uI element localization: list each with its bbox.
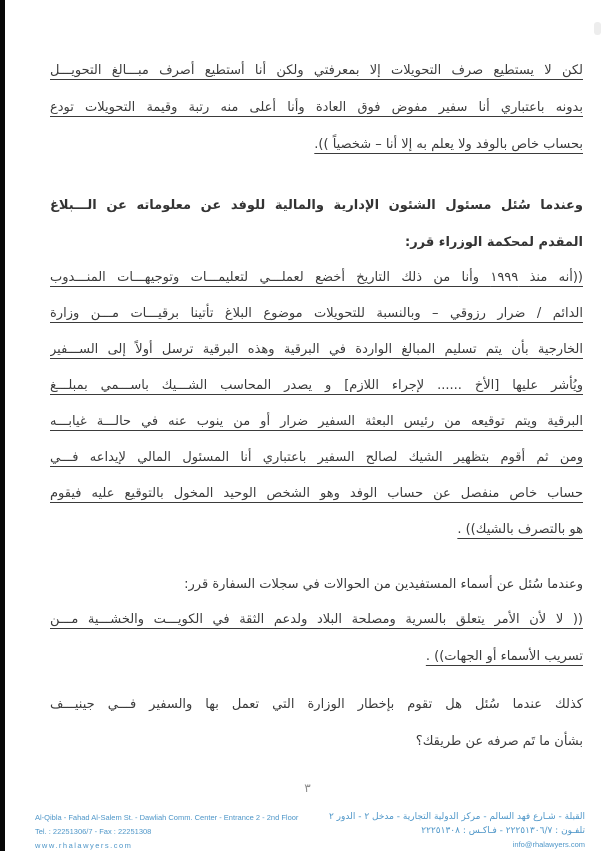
footer-address-en: Al-Qibla - Fahad Al-Salem St. - Dawliah Comm. Center - Entrance 2 - 2nd Floor xyxy=(35,813,299,822)
scan-edge-artifact xyxy=(0,0,5,851)
footer-address-ar: القبلة - شـارع فهد السالم - مركز الدولية التجارية - مدخل ٢ - الدور ٢ xyxy=(328,812,585,822)
footer-website: www.rhalawyers.com xyxy=(35,841,133,850)
footer-english xyxy=(35,811,298,851)
paragraph-line: حساب خاص منفصل عن حساب الوفد وهو الشخص الوحيد المخول بالتوقيع عليه فيقوم xyxy=(50,486,583,501)
footer-tel-ar: تلفـون : ٢٢٢٥١٣٠٦/٧ - فـاكـس : ٢٢٢٥١٣٠٨ xyxy=(421,826,585,836)
paragraph-line: الخارجية بأن يتم تسليم المبالغ الواردة في البرقية وهذه البرقية ترسل أولاً إلى الســـفير xyxy=(50,342,583,357)
paragraph-line: البرقية ويتم توقيعه من رئيس البعثة السفير ضرار أو من ينوب عنه في حالـــة غيابـــه xyxy=(50,414,583,429)
paragraph-ministry-question xyxy=(50,686,583,760)
paragraph-line: بحساب خاص بالوفد ولا يعلم به إلا أنا – شخصياً )). xyxy=(314,137,583,152)
paragraph-line: لكن لا يستطيع صرف التحويلات إلا بمعرفتي ولكن أنا أستطيع أصرف مبـــالغ التحويـــل xyxy=(50,63,583,78)
paragraph-line: بشأن ما تَم صرفه عن طريقك؟ xyxy=(415,734,583,749)
footer-arabic xyxy=(329,810,585,851)
paragraph-line: (( لا لأن الأمر يتعلق بالسرية ومصلحة البلاد ولدعم الثقة في الكويـــت والخشـــية مـــن xyxy=(50,612,583,627)
paragraph-admin-officer-question xyxy=(50,187,583,261)
paragraph-line: كذلك عندما سُئل هل تقوم بإخطار الوزارة التي تعمل بها والسفير فـــي جينيـــف xyxy=(50,697,583,712)
paragraph-line: وعندما سُئل عن أسماء المستفيدين من الحوالات في سجلات السفارة قرر: xyxy=(184,577,583,592)
paragraph-line: وعندما سُئل مسئول الشئون الإدارية والمالية للوفد عن معلوماته عن الـــبلاغ xyxy=(50,198,583,213)
footer-email: info@rhalawyers.com xyxy=(512,840,585,849)
paragraph-secrecy-quote xyxy=(50,601,583,675)
scan-smudge-artifact xyxy=(594,22,601,35)
footer-tel-en: Tel. : 22251306/7 - Fax : 22251308 xyxy=(35,827,152,836)
paragraph-line: الدائم / ضرار رزوقي – وبالنسبة للتحويلات موضوع البلاغ تأتينا برقيـــات مـــن وزارة xyxy=(50,306,583,321)
paragraph-line: المقدم لمحكمة الوزراء قرر: xyxy=(405,235,583,250)
paragraph-line: بدونه باعتباري أنا سفير مفوض فوق العادة وأنا أعلى منه رتبة وقيمة التحويلات تودع xyxy=(50,100,583,115)
paragraph-beneficiaries-question xyxy=(50,566,583,603)
paragraph-line: ومن ثم أقوم بتظهير الشيك لصالح السفير باعتباري أنا المسئول المالي لإيداعه فـــي xyxy=(50,450,583,465)
paragraph-line: ويُأشر عليها [الأخ ...... لإجراء اللازم] و يصدر المحاسب الشـــيك باســـمي بمبلـــغ xyxy=(50,378,583,393)
paragraph-testimony-quote xyxy=(50,260,583,548)
paragraph-line: ((أنه منذ ١٩٩٩ وأنا من ذلك التاريخ أخضع لعملـــي لتعليمـــات وتوجيهـــات المنـــدوب xyxy=(50,270,583,285)
paragraph-transfer-quote xyxy=(50,52,583,163)
paragraph-line: تسريب الأسماء أو الجهات)) . xyxy=(425,649,583,664)
paragraph-line: هو بالتصرف بالشيك)) . xyxy=(457,522,583,537)
page-number: ٣ xyxy=(304,781,311,795)
